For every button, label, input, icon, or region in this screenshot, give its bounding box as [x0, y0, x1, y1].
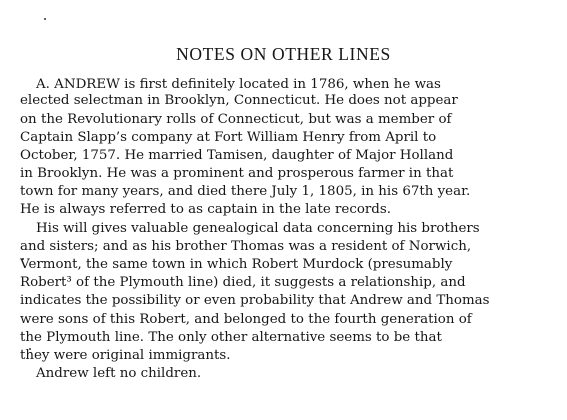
- paragraph-line: and sisters; and as his brother Thomas was a resident of Norwich,: [20, 239, 472, 254]
- paragraph-line: town for many years, and died there July 1, 1805, in his 67th year.: [20, 184, 471, 199]
- paragraph-line: His will gives valuable genealogical data concerning his brothers: [36, 221, 480, 236]
- paragraph-line: Captain Slapp’s company at Fort William Henry from April to: [20, 130, 437, 145]
- paragraph-line: in Brooklyn. He was a prominent and prosperous farmer in that: [20, 166, 454, 181]
- page-title: NOTES ON OTHER LINES: [176, 44, 391, 64]
- paragraph-line: were sons of this Robert, and belonged to the fourth generation of: [20, 312, 472, 327]
- paragraph-line: on the Revolutionary rolls of Connecticut, but was a member of: [20, 112, 452, 127]
- paragraph-line: Andrew left no children.: [36, 366, 202, 381]
- paragraph-line: indicates the possibility or even probability that Andrew and Thomas: [20, 293, 490, 308]
- paragraph-line: A. ANDREW is first definitely located in 1786, when he was: [36, 77, 441, 92]
- paragraph-line: Robert³ of the Plymouth line) died, it suggests a relationship, and: [20, 275, 466, 290]
- paragraph-line: October, 1757. He married Tamisen, daughter of Major Holland: [20, 148, 454, 163]
- paragraph-line: He is always referred to as captain in the late records.: [20, 202, 391, 217]
- paragraph-line: elected selectman in Brooklyn, Connecticut. He does not appear: [20, 93, 458, 108]
- paragraph-line: the Plymouth line. The only other alternative seems to be that: [20, 330, 442, 345]
- paragraph-line: Vermont, the same town in which Robert Murdock (presumably: [20, 257, 453, 272]
- paragraph-line: they were original immigrants.: [20, 348, 231, 363]
- ink-speck: [44, 18, 46, 20]
